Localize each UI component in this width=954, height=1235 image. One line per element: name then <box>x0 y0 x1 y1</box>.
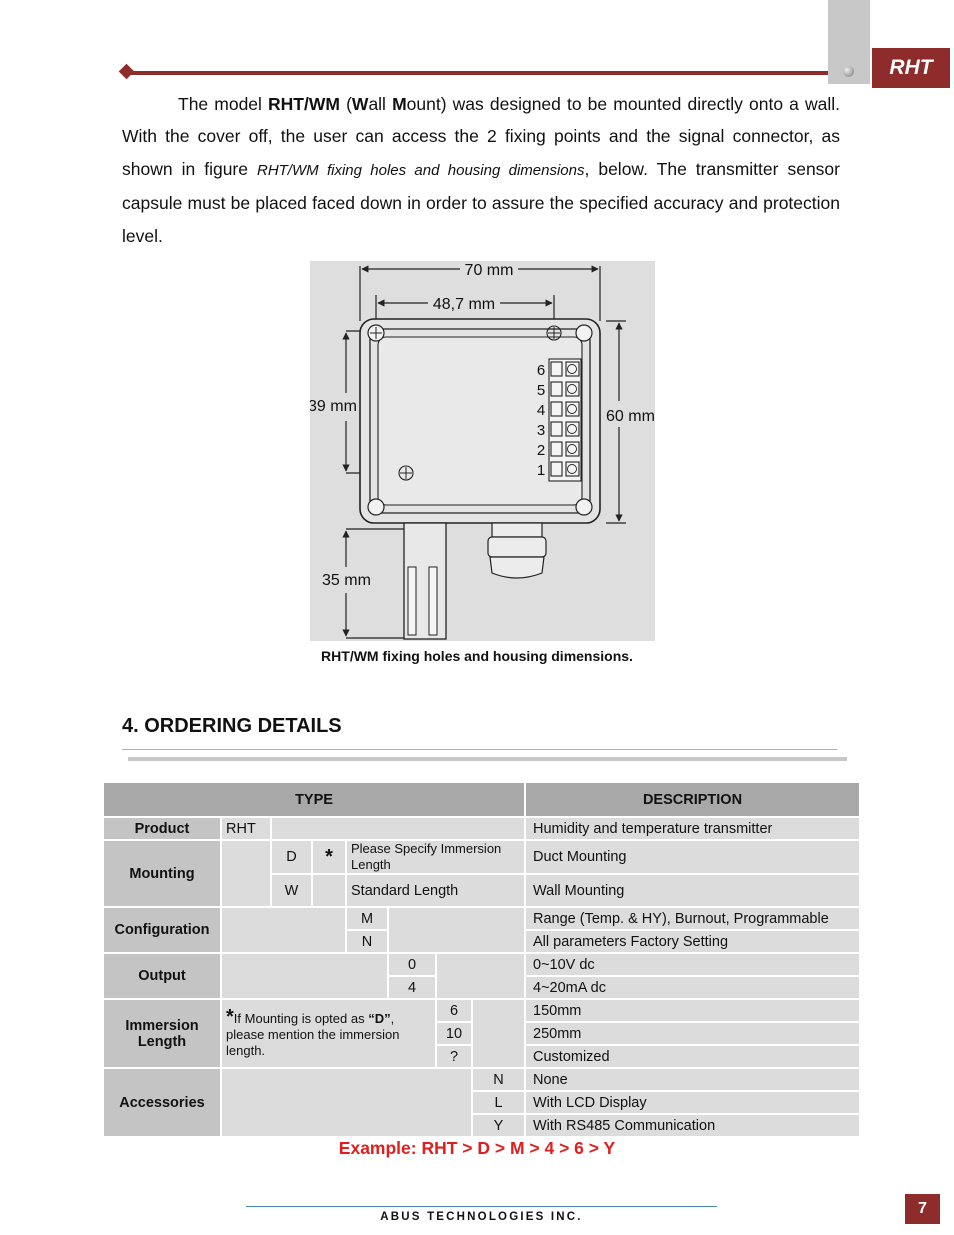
housing-dimensions-figure <box>310 261 655 641</box>
accessory-code-l: L <box>472 1091 525 1114</box>
dim-70-label: 70 mm <box>464 262 514 279</box>
dim-39-label: 39 mm <box>310 398 357 415</box>
header-rule <box>128 71 828 75</box>
brand-tag: RHT <box>872 48 950 88</box>
table-row <box>103 817 860 840</box>
dim-35-label: 35 mm <box>322 572 371 589</box>
output-0-desc: 0~10V dc <box>525 953 860 976</box>
empty-cell <box>271 817 525 840</box>
row-label-immersion: Immersion Length <box>103 999 221 1068</box>
section-title: 4. ORDERING DETAILS <box>122 715 342 737</box>
immersion-10-desc: 250mm <box>525 1022 860 1045</box>
table-row <box>103 953 860 976</box>
terminal-2: 2 <box>536 442 546 459</box>
accessory-code-y: Y <box>472 1114 525 1137</box>
terminal-3: 3 <box>536 422 546 439</box>
immersion-q-desc: Customized <box>525 1045 860 1068</box>
mounting-w-note: Standard Length <box>346 874 525 907</box>
page-number: 7 <box>905 1194 940 1224</box>
row-label-accessories: Accessories <box>103 1068 221 1137</box>
output-4-desc: 4~20mA dc <box>525 976 860 999</box>
config-n-desc: All parameters Factory Setting <box>525 930 860 953</box>
table-row <box>103 999 860 1022</box>
footer-rule <box>246 1206 717 1207</box>
immersion-code-q: ? <box>436 1045 472 1068</box>
table-row <box>103 1068 860 1091</box>
figure-reference: RHT/WM fixing holes and housing dimensions <box>256 161 585 179</box>
mounting-code-d: D <box>271 840 312 874</box>
mounting-d-note: Please Specify Immersion Length <box>346 840 525 874</box>
bullet-dot-icon <box>843 66 854 77</box>
mounting-w-desc: Wall Mounting <box>525 874 860 907</box>
empty-cell <box>221 840 271 907</box>
mounting-code-w: W <box>271 874 312 907</box>
accessory-l-desc: With LCD Display <box>525 1091 860 1114</box>
diamond-icon <box>119 64 135 80</box>
empty-cell <box>472 999 525 1068</box>
table-header-row <box>103 782 860 817</box>
empty-cell <box>388 907 525 953</box>
product-desc: Humidity and temperature transmitter <box>525 817 860 840</box>
empty-cell <box>436 953 525 999</box>
immersion-6-desc: 150mm <box>525 999 860 1022</box>
empty-cell <box>312 874 346 907</box>
header-description: DESCRIPTION <box>525 782 860 817</box>
dim-48-label: 48,7 mm <box>432 296 496 313</box>
terminal-1: 1 <box>536 462 546 479</box>
config-m-desc: Range (Temp. & HY), Burnout, Programmable <box>525 907 860 930</box>
mounting-d-desc: Duct Mounting <box>525 840 860 874</box>
terminal-4: 4 <box>536 402 546 419</box>
immersion-code-6: 6 <box>436 999 472 1022</box>
empty-cell <box>221 953 388 999</box>
accessory-y-desc: With RS485 Communication <box>525 1114 860 1137</box>
config-code-m: M <box>346 907 388 930</box>
output-code-0: 0 <box>388 953 436 976</box>
section-rule <box>122 749 837 750</box>
product-code: RHT <box>221 817 271 840</box>
accessory-code-n: N <box>472 1068 525 1091</box>
empty-cell <box>221 1068 472 1137</box>
section-rule-shadow <box>128 757 847 761</box>
accessory-n-desc: None <box>525 1068 860 1091</box>
asterisk-mark: * <box>312 840 346 874</box>
terminal-5: 5 <box>536 382 546 399</box>
immersion-note: *If Mounting is opted as “D”, please mention the immersion length. <box>221 999 436 1068</box>
row-label-mounting: Mounting <box>103 840 221 907</box>
row-label-configuration: Configuration <box>103 907 221 953</box>
ordering-example: Example: RHT > D > M > 4 > 6 > Y <box>338 1138 616 1158</box>
row-label-output: Output <box>103 953 221 999</box>
immersion-code-10: 10 <box>436 1022 472 1045</box>
empty-cell <box>221 907 346 953</box>
intro-paragraph: The model RHT/WM (Wall Mount) was designed to be mounted directly onto a wall. With the cover off, the user can access the 2 fixing points and the signal connector, as shown in figure RHT/WM fixing holes and housing dimensions, below. The transmitter sensor capsule must be placed faced down in order to assure the specified accuracy and protection level. <box>122 94 841 246</box>
ordering-table <box>102 781 861 1138</box>
table-row <box>103 907 860 930</box>
terminal-6: 6 <box>536 362 546 379</box>
table-row <box>103 840 860 874</box>
dim-60-label: 60 mm <box>606 408 655 425</box>
housing-drawing <box>310 261 655 641</box>
output-code-4: 4 <box>388 976 436 999</box>
figure-caption: RHT/WM fixing holes and housing dimensions. <box>321 648 633 664</box>
config-code-n: N <box>346 930 388 953</box>
footer-company: ABUS TECHNOLOGIES INC. <box>380 1211 583 1223</box>
row-label-product: Product <box>103 817 221 840</box>
header-type: TYPE <box>103 782 525 817</box>
